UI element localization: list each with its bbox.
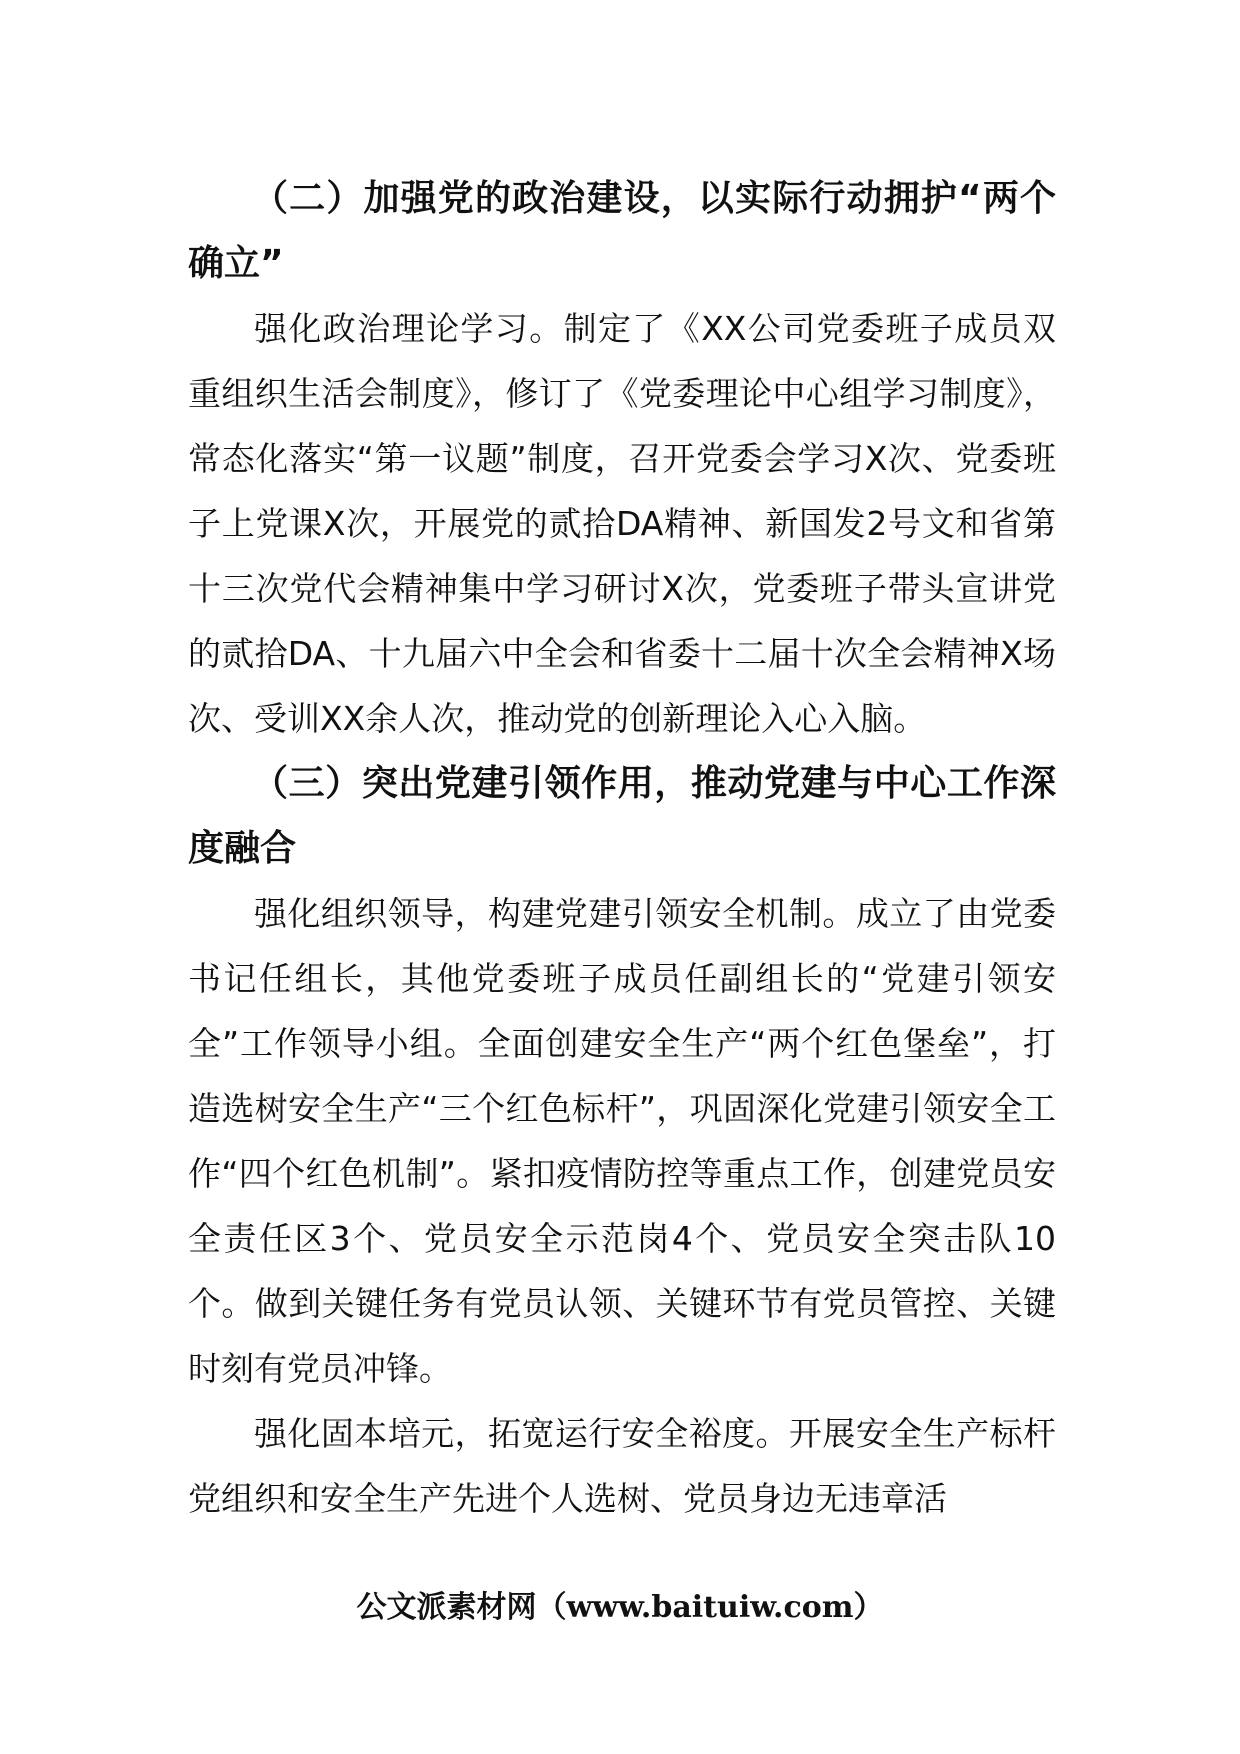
section-paragraph-2: 强化政治理论学习。制定了《XX公司党委班子成员双重组织生活会制度》，修订了《党委理论中心组学习制度》，常态化落实“第一议题”制度，召开党委会学习X次、党委班子上党课X次，开展党的贰拾DA精神、新国发2号文和省第十三次党代会精神集中学习研讨X次，党委班子带头宣讲党的贰拾DA、十九届六中全会和省委十二届十次全会精神X场次、受训XX余人次，推动党的创新理论入心入脑。 — [188, 309, 1056, 738]
section-heading-3: （三）突出党建引领作用，推动党建与中心工作深度融合 — [188, 763, 1056, 869]
footer-watermark-text: 公文派素材网（www.baituiw.com） — [356, 1590, 884, 1625]
section-heading-2: （二）加强党的政治建设，以实际行动拥护“两个确立” — [188, 178, 1056, 284]
section-paragraph-3b: 强化固本培元，拓宽运行安全裕度。开展安全生产标杆党组织和安全生产先进个人选树、党员身边无违章活 — [188, 1414, 1056, 1518]
section-paragraph-3a: 强化组织领导，构建党建引领安全机制。成立了由党委书记任组长，其他党委班子成员任副组长的“党建引领安全”工作领导小组。全面创建安全生产“两个红色堡垒”，打造选树安全生产“三个红色标杆”，巩固深化党建引领安全工作“四个红色机制”。紧扣疫情防控等重点工作，创建党员安全责任区3个、党员安全示范岗4个、党员安全突击队10个。做到关键任务有党员认领、关键环节有党员管控、关键时刻有党员冲锋。 — [188, 894, 1056, 1388]
document-page — [188, 166, 1056, 1531]
